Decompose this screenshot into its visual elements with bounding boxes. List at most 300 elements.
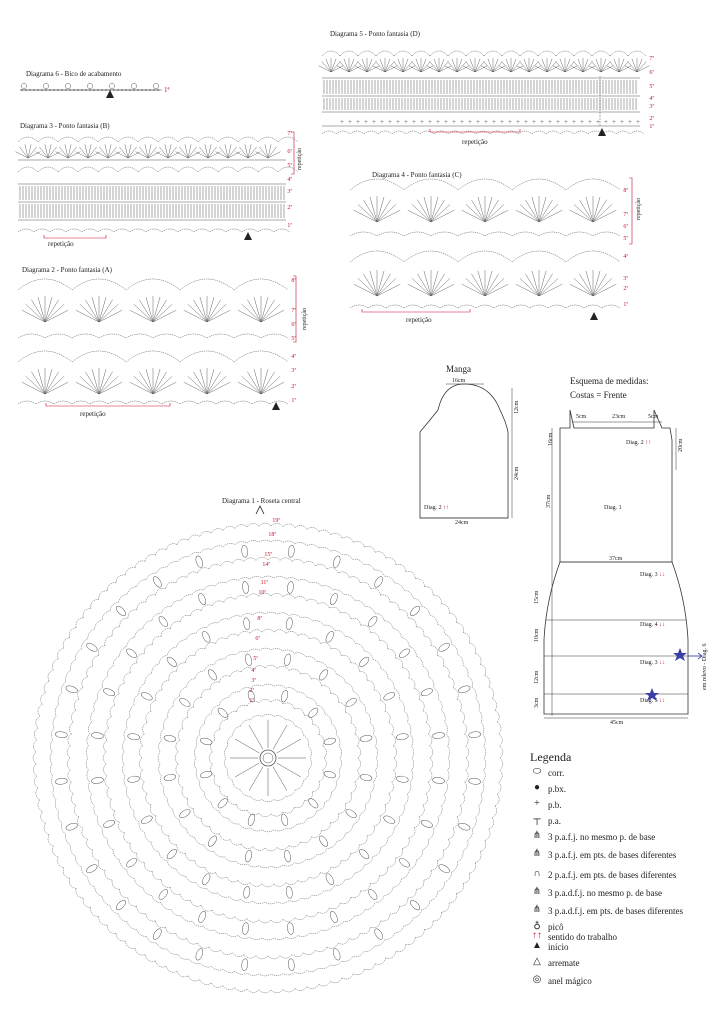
diagram6-chart xyxy=(20,83,162,98)
chain-arch xyxy=(322,131,644,134)
puff-stitch xyxy=(115,605,128,618)
chain-arch xyxy=(350,251,620,262)
esquema-diag4-label: Diag. 4 xyxy=(640,622,658,628)
puff-stitch xyxy=(307,797,320,810)
legend-label: início xyxy=(548,942,569,952)
fan-stitch xyxy=(207,376,226,394)
puff-stitch xyxy=(318,834,330,847)
fan-stitch xyxy=(520,278,539,296)
puff-stitch xyxy=(241,958,248,971)
diagram3-row: 1ª xyxy=(287,223,292,229)
side-repeat-bracket xyxy=(629,178,632,244)
picot-stitch xyxy=(65,83,70,88)
manga-diag-label: Diag. 2 xyxy=(424,505,442,511)
diagram1-row: 3ª xyxy=(251,678,256,684)
fan-stitch xyxy=(431,271,438,296)
puff-stitch xyxy=(288,958,295,971)
puff-stitch xyxy=(247,690,256,703)
puff-stitch xyxy=(437,642,450,653)
repeat-bracket xyxy=(44,235,106,238)
puff-stitch xyxy=(157,888,169,901)
fan-stitch xyxy=(254,369,261,394)
puff-stitch xyxy=(201,872,212,885)
fan-stitch xyxy=(136,152,148,158)
repeat-bracket xyxy=(362,309,470,312)
sc-stitch: + xyxy=(444,118,448,126)
fan-stitch xyxy=(16,152,28,158)
diagram2-row: 2ª xyxy=(291,384,296,390)
chain-ring xyxy=(175,665,361,851)
puff-stitch xyxy=(165,848,178,861)
repeat-bracket xyxy=(430,129,520,132)
fan-stitch xyxy=(134,304,153,322)
fan-stitch xyxy=(80,376,99,394)
sc-stitch: + xyxy=(636,118,640,126)
diagram4-side-repeat: repetição xyxy=(636,198,642,220)
post-stitch xyxy=(277,739,301,753)
puff-stitch xyxy=(125,857,138,869)
puff-stitch xyxy=(409,899,422,912)
puff-stitch xyxy=(285,886,293,899)
sc-stitch: + xyxy=(516,118,520,126)
puff-stitch xyxy=(468,778,481,785)
puff-stitch xyxy=(201,630,212,643)
side-repeat-bracket xyxy=(293,276,296,342)
chain-ring xyxy=(67,557,469,959)
puff-stitch xyxy=(140,691,153,702)
fan-stitch xyxy=(466,204,485,222)
diagram1-row: 11ª xyxy=(260,580,268,586)
fan-stitch xyxy=(207,304,226,322)
puff-stitch xyxy=(373,927,384,940)
puff-stitch xyxy=(85,642,98,653)
fan-stitch xyxy=(116,152,128,158)
post-stitch xyxy=(235,739,259,753)
post-stitch xyxy=(273,725,287,749)
sc-stitch: + xyxy=(468,118,472,126)
sc-stitch: + xyxy=(628,118,632,126)
esquema-lower-left-1: 10cm xyxy=(534,628,540,642)
diagram3-side-repeat: repetição xyxy=(297,148,303,170)
star-icon xyxy=(673,648,687,661)
puff-stitch xyxy=(318,668,330,681)
fan-stitch xyxy=(92,369,99,394)
puff-stitch xyxy=(396,775,409,783)
puff-stitch xyxy=(323,737,336,746)
fan-stitch xyxy=(207,369,214,394)
sc-stitch: + xyxy=(380,118,384,126)
diagram3-row: 6ª xyxy=(287,149,292,155)
chain-arch xyxy=(18,229,290,232)
side-repeat-bracket xyxy=(291,132,294,174)
fan-stitch xyxy=(45,304,64,322)
fan-stitch xyxy=(156,152,168,158)
diagram4-row: 4ª xyxy=(623,254,628,260)
puff3-same-icon: ⋔ xyxy=(532,830,542,841)
puff-stitch xyxy=(197,592,207,605)
fan-stitch xyxy=(176,152,188,158)
fan-stitch xyxy=(586,197,593,222)
puff-stitch xyxy=(91,732,104,740)
legend-label: 3 p.a.d.f.j. no mesmo p. de base xyxy=(548,888,662,898)
fan-stitch xyxy=(593,278,612,296)
puff-stitch xyxy=(241,545,248,558)
fan-stitch xyxy=(99,304,118,322)
finish-icon: △ xyxy=(533,956,541,967)
direction-icon: ↓↓ xyxy=(659,572,666,578)
fan-stitch xyxy=(80,304,99,322)
puff-stitch xyxy=(194,948,204,961)
puff-stitch xyxy=(396,733,409,741)
puff-stitch xyxy=(358,848,371,861)
fan-stitch xyxy=(431,278,450,296)
diagram5-title: Diagrama 5 - Ponto fantasia (D) xyxy=(330,30,420,38)
fan-stitch xyxy=(146,369,153,394)
chain-ring xyxy=(103,593,433,923)
sc-stitch: + xyxy=(428,118,432,126)
puff-stitch xyxy=(242,922,250,935)
puff-stitch xyxy=(324,630,335,643)
sc-stitch: + xyxy=(588,118,592,126)
fan-stitch xyxy=(256,152,268,158)
start-icon xyxy=(244,232,252,240)
esquema-outline xyxy=(560,410,672,562)
puff-stitch xyxy=(287,922,295,935)
fan-stitch xyxy=(56,152,68,158)
diagram3-row: 5ª xyxy=(287,163,292,169)
fan-stitch xyxy=(26,376,45,394)
sc-stitch: + xyxy=(436,118,440,126)
plus-icon: + xyxy=(534,798,540,809)
oval-icon: ⬭ xyxy=(532,766,542,777)
puff-stitch xyxy=(244,653,252,666)
puff-stitch xyxy=(165,655,178,668)
puff-stitch xyxy=(332,948,342,961)
puff-stitch xyxy=(163,773,176,781)
picot-stitch xyxy=(153,83,158,88)
fan-stitch xyxy=(99,376,118,394)
fan-stitch xyxy=(539,204,558,222)
sc-stitch: + xyxy=(348,118,352,126)
fan-stitch xyxy=(153,297,160,322)
puff-stitch xyxy=(243,617,251,630)
puff-stitch xyxy=(200,770,213,779)
sc-stitch: + xyxy=(564,118,568,126)
chain-arch xyxy=(18,167,298,172)
chain-arch xyxy=(350,179,620,190)
fan-stitch xyxy=(168,152,180,158)
chain-arch xyxy=(18,401,288,404)
picot-stitch xyxy=(21,83,26,88)
sc-stitch: + xyxy=(508,118,512,126)
fan-stitch xyxy=(88,152,100,158)
puff-stitch xyxy=(324,872,335,885)
esquema-top-mid: 23cm xyxy=(612,414,626,420)
start-icon xyxy=(590,312,598,320)
fan-stitch xyxy=(188,152,200,158)
picot-icon: ♁ xyxy=(533,920,541,931)
puff-stitch xyxy=(216,706,229,719)
fan-stitch xyxy=(196,152,208,158)
puff-stitch xyxy=(125,647,138,659)
post-stitch xyxy=(249,767,263,791)
diagram3-row: 7ª xyxy=(287,131,292,137)
fan-stitch xyxy=(236,152,248,158)
chain-ring xyxy=(158,648,378,868)
diagram4-row: 2ª xyxy=(623,286,628,292)
fan-stitch xyxy=(412,204,431,222)
puff-stitch xyxy=(285,617,293,630)
diagram5-row: 5ª xyxy=(649,84,654,90)
esquema-bottom: 45cm xyxy=(610,720,624,726)
star-icon xyxy=(645,688,659,701)
puff-stitch xyxy=(140,814,153,825)
fan-stitch xyxy=(539,271,546,296)
sc-stitch: + xyxy=(604,118,608,126)
puff-stitch xyxy=(178,808,191,820)
sc-stitch: + xyxy=(412,118,416,126)
fan-stitch xyxy=(424,197,431,222)
fan-stitch xyxy=(48,152,60,158)
fan-stitch xyxy=(153,304,172,322)
diagram3-title: Diagrama 3 - Ponto fantasia (B) xyxy=(20,122,110,130)
esquema-left-mid: 37cm xyxy=(546,494,552,508)
fan-stitch xyxy=(431,197,438,222)
puff-stitch xyxy=(323,770,336,779)
dpuff3-same-icon: ⋔ xyxy=(532,886,542,897)
diagram2-repeat: repetição xyxy=(80,410,106,418)
fan-stitch xyxy=(431,204,450,222)
chain-arch xyxy=(18,351,288,362)
puff-stitch xyxy=(432,777,445,785)
fan-stitch xyxy=(466,278,485,296)
fan-stitch xyxy=(261,297,268,322)
puff-stitch xyxy=(468,731,481,738)
sc-stitch: + xyxy=(420,118,424,126)
sc-stitch: + xyxy=(460,118,464,126)
picot-stitch xyxy=(87,83,92,88)
diagram2-row: 4ª xyxy=(291,354,296,360)
sc-stitch: + xyxy=(612,118,616,126)
esquema-diag2-label: Diag. 2 xyxy=(626,440,644,446)
puff-stitch xyxy=(200,737,213,746)
diagram2-chart xyxy=(18,276,296,410)
diagram4-row: 5ª xyxy=(623,236,628,242)
chain-arch xyxy=(18,137,298,142)
puff-stitch xyxy=(283,653,291,666)
diagram1-row: 4ª xyxy=(251,668,256,674)
dot-icon: ● xyxy=(533,782,541,793)
esquema-left-top: 16cm xyxy=(548,432,554,446)
fan-stitch xyxy=(478,197,485,222)
fan-stitch xyxy=(99,297,106,322)
esquema-waist: 37cm xyxy=(609,556,623,562)
direction-icon: ↓↓ xyxy=(659,622,666,628)
fan-stitch xyxy=(539,278,558,296)
puff-stitch xyxy=(329,910,339,923)
legend-label: 3 p.a.f.j. em pts. de bases diferentes xyxy=(548,850,677,860)
esquema-title-1: Esquema de medidas: xyxy=(570,376,649,386)
diagram1-row: 14ª xyxy=(262,562,270,568)
fan-stitch xyxy=(216,152,228,158)
sc-stitch: + xyxy=(340,118,344,126)
fan-stitch xyxy=(153,369,160,394)
chain-arch xyxy=(18,279,288,290)
esquema-diag5-label: Diag. 5 xyxy=(640,698,658,704)
fan-stitch xyxy=(593,204,612,222)
fan-stitch xyxy=(520,204,539,222)
sc-stitch: + xyxy=(580,118,584,126)
fan-stitch xyxy=(377,204,396,222)
direction-icon: ↑↑ xyxy=(532,930,542,941)
legend-label: p.a. xyxy=(548,816,561,826)
magic-ring-icon xyxy=(260,750,276,766)
legend-label: anel mágico xyxy=(548,976,592,986)
chain-ring xyxy=(122,612,414,904)
diagram1-row: 15ª xyxy=(264,552,272,558)
picot-stitch xyxy=(131,83,136,88)
diagram5-row: 4ª xyxy=(649,96,654,102)
legend-label: sentido do trabalho xyxy=(548,932,617,942)
fan-stitch xyxy=(248,152,260,158)
chain-arch xyxy=(18,334,288,338)
legend-label: 3 p.a.f.j. no mesmo p. de base xyxy=(548,832,656,842)
fan-stitch xyxy=(76,152,88,158)
sc-stitch: + xyxy=(492,118,496,126)
fan-stitch xyxy=(92,297,99,322)
diagram2-title: Diagrama 2 - Ponto fantasia (A) xyxy=(22,266,112,274)
fan-stitch xyxy=(38,297,45,322)
picot-stitch xyxy=(109,83,114,88)
diagram4-repeat: repetição xyxy=(406,316,432,324)
fan-stitch xyxy=(370,271,377,296)
diagram4-row: 8ª xyxy=(623,188,628,194)
manga-outline xyxy=(420,384,508,518)
fan-stitch xyxy=(254,297,261,322)
fan-stitch xyxy=(532,271,539,296)
fan-stitch xyxy=(128,152,140,158)
puff-stitch xyxy=(382,814,395,825)
fan-stitch xyxy=(45,376,64,394)
esquema-skirt xyxy=(544,562,688,714)
puff-stitch xyxy=(360,734,373,742)
esquema-title-2: Costas = Frente xyxy=(570,390,627,400)
fan-stitch xyxy=(637,62,646,72)
puff-stitch xyxy=(216,797,229,810)
legend-title: Legenda xyxy=(530,750,572,764)
puff-stitch xyxy=(283,850,291,863)
puff-stitch xyxy=(358,655,371,668)
magic-ring-icon xyxy=(263,753,273,763)
puff-stitch xyxy=(91,777,104,785)
puff-stitch xyxy=(329,592,339,605)
fan-stitch xyxy=(108,152,120,158)
diagram2-row: 7ª xyxy=(291,308,296,314)
diagram2-side-repeat: repetição xyxy=(302,308,308,330)
fan-stitch xyxy=(38,369,45,394)
fan-stitch xyxy=(134,376,153,394)
puff-stitch xyxy=(207,668,219,681)
puff-stitch xyxy=(178,697,191,709)
sc-stitch: + xyxy=(484,118,488,126)
post-stitch xyxy=(235,763,259,777)
esquema-lower-left-2: 12cm xyxy=(534,670,540,684)
puff-stitch xyxy=(55,778,68,785)
fan-stitch xyxy=(26,304,45,322)
diagram2-row: 6ª xyxy=(291,322,296,328)
puff-stitch xyxy=(420,819,433,829)
chain-ring xyxy=(33,523,503,993)
fan-stitch xyxy=(593,271,600,296)
start-icon xyxy=(106,90,114,98)
fan-stitch xyxy=(68,152,80,158)
fan-stitch xyxy=(370,197,377,222)
fan-stitch xyxy=(242,304,261,322)
arrow-icon xyxy=(688,653,702,659)
fan-stitch xyxy=(188,304,207,322)
diagram4-row: 7ª xyxy=(623,212,628,218)
fan-stitch xyxy=(574,278,593,296)
direction-icon: ↑↑ xyxy=(645,440,652,446)
fan-stitch xyxy=(593,197,600,222)
sc-stitch: + xyxy=(620,118,624,126)
puff-stitch xyxy=(163,734,176,742)
diagram3-chart xyxy=(16,132,298,240)
esquema-lower-left-3: 3cm xyxy=(534,697,540,708)
diagram6-row: 1ª xyxy=(164,86,170,94)
post-stitch xyxy=(273,767,287,791)
puff-stitch xyxy=(344,808,357,820)
puff-stitch xyxy=(409,605,422,618)
legend-label: 2 p.a.f.j. em pts. de bases diferentes xyxy=(548,870,677,880)
diagram1-rosette xyxy=(33,506,503,993)
direction-icon: ↓↓ xyxy=(659,660,666,666)
tall-t-icon: ┬ xyxy=(533,814,541,825)
fan-stitch xyxy=(358,204,377,222)
start-icon xyxy=(256,506,264,514)
legend-label: arremate xyxy=(548,958,580,968)
puff-stitch xyxy=(382,691,395,702)
fan-stitch xyxy=(153,376,172,394)
diagram1-title: Diagrama 1 - Roseta central xyxy=(222,497,301,505)
sc-stitch: + xyxy=(532,118,536,126)
esquema-diag3a-label: Diag. 3 xyxy=(640,572,658,578)
manga-top: 16cm xyxy=(452,378,466,384)
diagram2-row: 3ª xyxy=(291,368,296,374)
fan-stitch xyxy=(377,271,384,296)
esquema-top-left: 5cm xyxy=(576,414,587,420)
sc-stitch: + xyxy=(452,118,456,126)
diagram3-row: 3ª xyxy=(287,189,292,195)
diagram1-row: 18ª xyxy=(268,532,276,538)
chain-ring xyxy=(194,684,341,832)
diagram2-row: 5ª xyxy=(291,336,296,342)
diagram4-row: 1ª xyxy=(623,302,628,308)
puff-stitch xyxy=(244,850,252,863)
fan-stitch xyxy=(188,376,207,394)
puff-stitch xyxy=(207,834,219,847)
fan-stitch xyxy=(261,376,280,394)
diagram1-row: 8ª xyxy=(257,616,262,622)
puff-stitch xyxy=(102,687,115,697)
fan-stitch xyxy=(96,152,108,158)
diagram1-row: 2ª xyxy=(249,688,254,694)
direction-icon: ↑↑ xyxy=(443,505,450,511)
sc-stitch: + xyxy=(372,118,376,126)
fan-stitch xyxy=(208,152,220,158)
esquema-diag1: Diag. 1 xyxy=(604,505,622,511)
chain-arch xyxy=(350,305,620,308)
